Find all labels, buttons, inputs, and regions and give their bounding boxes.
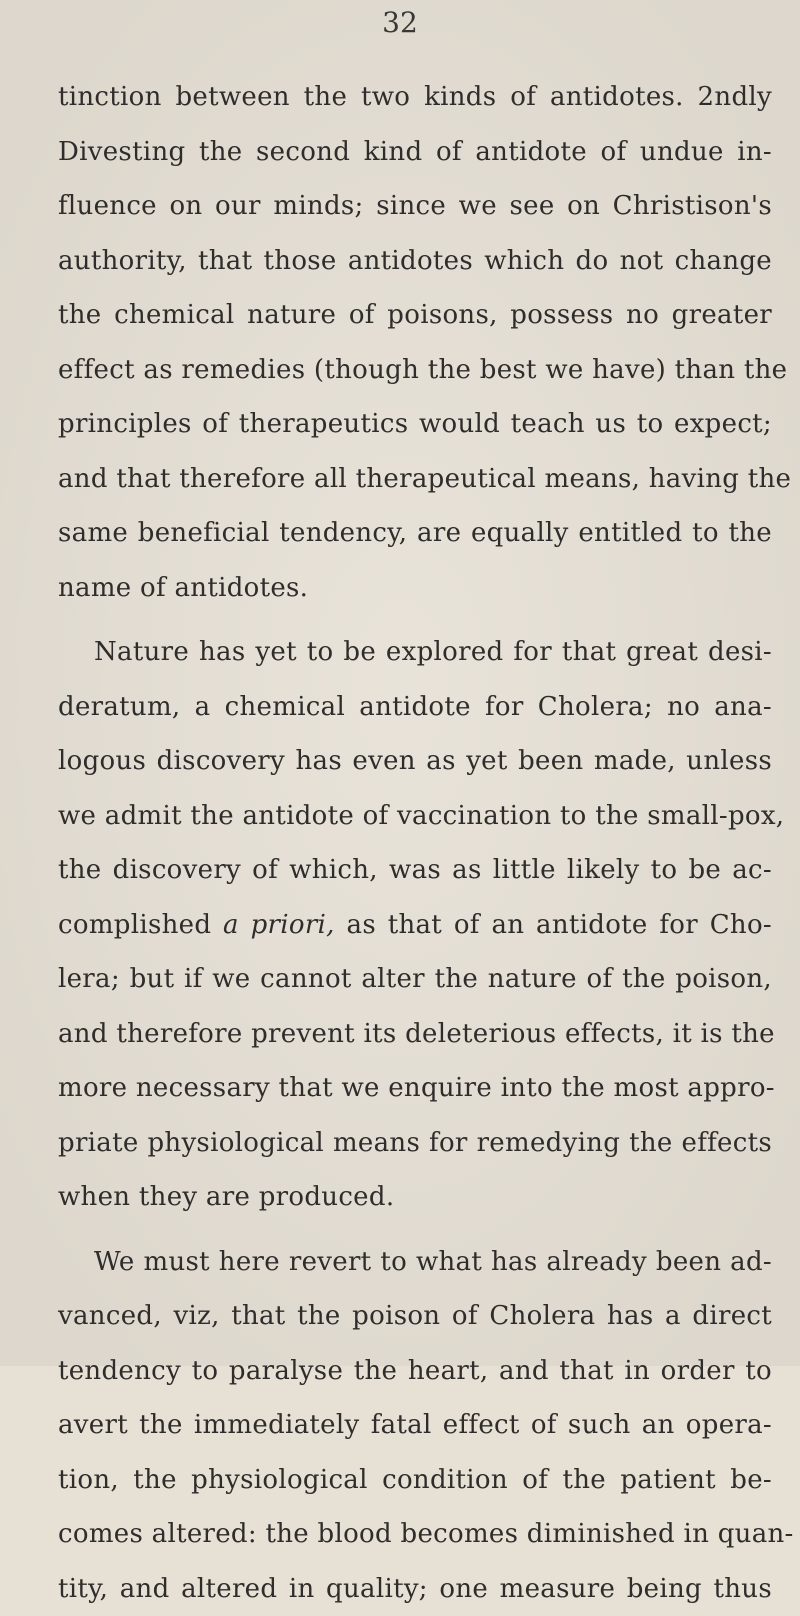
text-line: when they are produced. xyxy=(58,1170,772,1225)
text-line: priate physiological means for remedying the effects xyxy=(58,1116,772,1171)
text-line: and therefore prevent its deleterious effects, it is the xyxy=(58,1007,772,1062)
text-line: authority, that those antidotes which do not change xyxy=(58,234,772,289)
paragraph-2 xyxy=(58,625,772,1225)
text-line: We must here revert to what has already been ad- xyxy=(58,1235,772,1290)
text-line: Nature has yet to be explored for that great desi- xyxy=(58,625,772,680)
text-line: deratum, a chemical antidote for Cholera; no ana- xyxy=(58,680,772,735)
paragraph-3 xyxy=(58,1235,772,1616)
italic-phrase: a priori, xyxy=(223,910,335,940)
text-line: more necessary that we enquire into the most appro- xyxy=(58,1061,772,1116)
text-line: principles of therapeutics would teach us to expect; xyxy=(58,397,772,452)
text-line: comes altered: the blood becomes diminished in quan- xyxy=(58,1507,772,1562)
text-line: lera; but if we cannot alter the nature of the poison, xyxy=(58,952,772,1007)
paragraph-1 xyxy=(58,70,772,615)
text-line: tinction between the two kinds of antidotes. 2ndly xyxy=(58,70,772,125)
text-line: same beneficial tendency, are equally entitled to the xyxy=(58,506,772,561)
text-line: logous discovery has even as yet been made, unless xyxy=(58,734,772,789)
text-line: and that therefore all therapeutical means, having the xyxy=(58,452,772,507)
text-line: vanced, viz, that the poison of Cholera has a direct xyxy=(58,1289,772,1344)
page-number: 32 xyxy=(360,6,440,39)
text-line: the discovery of which, was as little likely to be ac- xyxy=(58,843,772,898)
text-line-mixed xyxy=(58,898,772,953)
body-text xyxy=(58,70,772,1616)
text-line: avert the immediately fatal effect of such an opera- xyxy=(58,1398,772,1453)
text-line: name of antidotes. xyxy=(58,561,772,616)
text-line: effect as remedies (though the best we have) than the xyxy=(58,343,772,398)
text-line: the chemical nature of poisons, possess no greater xyxy=(58,288,772,343)
text-line: tendency to paralyse the heart, and that in order to xyxy=(58,1344,772,1399)
text-line: tion, the physiological condition of the patient be- xyxy=(58,1453,772,1508)
text-line: tity, and altered in quality; one measure being thus xyxy=(58,1562,772,1616)
text-segment: as that of an antidote for Cho- xyxy=(347,910,772,940)
text-line: we admit the antidote of vaccination to the small-pox, xyxy=(58,789,772,844)
text-segment: complished xyxy=(58,910,211,940)
text-line: fluence on our minds; since we see on Christison's xyxy=(58,179,772,234)
text-line: Divesting the second kind of antidote of undue in- xyxy=(58,125,772,180)
